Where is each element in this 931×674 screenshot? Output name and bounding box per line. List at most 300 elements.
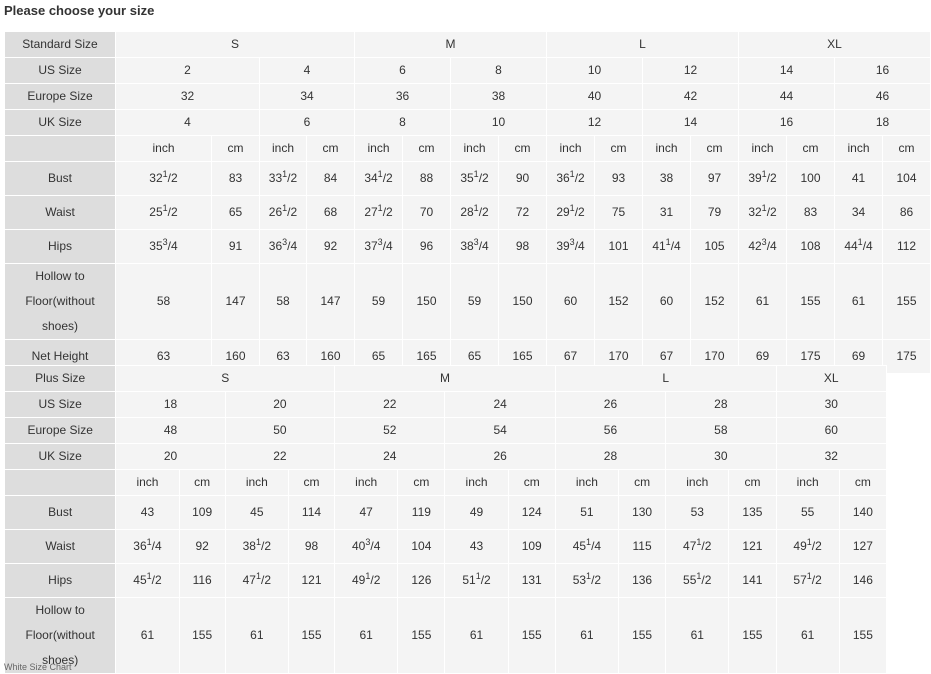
size-group-l: L: [547, 32, 739, 58]
whole-number: 53: [572, 573, 587, 587]
whole-number: 38: [242, 539, 256, 553]
measurement-value: 70: [403, 196, 451, 230]
size-value: 16: [835, 58, 931, 84]
measurement-value: 67: [643, 340, 691, 374]
measurement-value: 92: [307, 230, 355, 264]
measurement-label: Hips: [5, 230, 116, 264]
unit-inch: inch: [643, 136, 691, 162]
whole-number: 36: [268, 239, 283, 253]
fraction-numerator: 1: [761, 169, 767, 179]
measurement-value: [547, 162, 595, 196]
measurement-value: 104: [883, 162, 931, 196]
size-value: 42: [643, 84, 739, 110]
measurement-value: 61: [776, 598, 839, 674]
measurement-value: 170: [595, 340, 643, 374]
row-label: US Size: [5, 58, 116, 84]
measurement-value: 68: [307, 196, 355, 230]
measurement-value: 155: [179, 598, 225, 674]
size-group-xl: XL: [776, 366, 886, 392]
fraction-slash: /: [478, 239, 483, 253]
measurement-value: 155: [398, 598, 445, 674]
fraction-slash: /: [260, 573, 265, 587]
fraction-numerator: 1: [365, 571, 371, 581]
whole-number: 36: [556, 171, 570, 185]
size-value: 6: [260, 110, 355, 136]
fraction-slash: /: [574, 205, 579, 219]
unit-row-label: [5, 470, 116, 496]
measurement-value: [335, 530, 398, 564]
unit-inch: inch: [547, 136, 595, 162]
measurement-value: 55: [776, 496, 839, 530]
measurement-label: Waist: [5, 196, 116, 230]
fraction-denominator: 2: [386, 171, 393, 185]
unit-inch: inch: [225, 470, 288, 496]
measurement-value: [776, 530, 839, 564]
measurement-value: 165: [403, 340, 451, 374]
fraction-slash: /: [862, 239, 867, 253]
size-value: 54: [445, 418, 555, 444]
measurement-value: 115: [619, 530, 666, 564]
measurement-value: 155: [508, 598, 555, 674]
measurement-value: [355, 230, 403, 264]
size-value: 2: [116, 58, 260, 84]
measurement-value: 59: [451, 264, 499, 340]
fraction-denominator: 4: [482, 239, 489, 253]
measurement-value: 84: [307, 162, 355, 196]
unit-cm: cm: [883, 136, 931, 162]
whole-number: 47: [683, 539, 697, 553]
unit-inch: inch: [666, 470, 729, 496]
size-row: [5, 418, 887, 444]
measurement-value: 63: [116, 340, 212, 374]
measurement-label: Net Height: [5, 340, 116, 374]
unit-inch: inch: [260, 136, 307, 162]
fraction-denominator: 4: [594, 539, 602, 553]
size-value: 14: [739, 58, 835, 84]
fraction-denominator: 2: [482, 171, 489, 185]
measurement-value: 58: [260, 264, 307, 340]
whole-number: 47: [242, 573, 256, 587]
measurement-value: 31: [643, 196, 691, 230]
fraction-numerator: 1: [473, 169, 479, 179]
fraction-numerator: 1: [282, 203, 288, 213]
fraction-numerator: 1: [761, 203, 767, 213]
measurement-value: 109: [508, 530, 555, 564]
measurement-value: 75: [595, 196, 643, 230]
size-value: 20: [116, 444, 225, 470]
measurement-value: 45: [225, 496, 288, 530]
fraction-denominator: 2: [386, 205, 393, 219]
unit-cm: cm: [288, 470, 334, 496]
measurement-label: Bust: [5, 162, 116, 196]
measurement-value: 175: [787, 340, 835, 374]
unit-cm: cm: [499, 136, 547, 162]
size-value: 32: [116, 84, 260, 110]
unit-cm: cm: [787, 136, 835, 162]
whole-number: 44: [844, 239, 858, 253]
fraction-numerator: 1: [696, 537, 702, 547]
measurement-value: [355, 196, 403, 230]
whole-number: 45: [133, 573, 147, 587]
size-value: 8: [355, 110, 451, 136]
unit-inch: inch: [355, 136, 403, 162]
measurement-value: [547, 196, 595, 230]
fraction-slash: /: [382, 239, 387, 253]
measurement-value: 61: [445, 598, 508, 674]
measurement-value: 147: [212, 264, 260, 340]
size-row: [5, 392, 887, 418]
measurement-value: [739, 230, 787, 264]
measurement-value: 104: [398, 530, 445, 564]
whole-number: 37: [364, 239, 378, 253]
whole-number: 29: [556, 205, 570, 219]
measurement-value: 131: [508, 564, 555, 598]
fraction-slash: /: [151, 573, 155, 587]
fraction-numerator: 3: [473, 237, 479, 247]
measurement-value: 41: [835, 162, 883, 196]
fraction-slash: /: [370, 573, 374, 587]
row-label: UK Size: [5, 444, 116, 470]
measurement-value: 150: [403, 264, 451, 340]
fraction-slash: /: [167, 171, 172, 185]
measurement-value: 60: [643, 264, 691, 340]
measurement-value: 60: [547, 264, 595, 340]
measurement-row: [5, 162, 931, 196]
measurement-value: [260, 196, 307, 230]
measurement-value: 121: [288, 564, 334, 598]
fraction-numerator: 1: [377, 203, 383, 213]
measurement-value: 116: [179, 564, 225, 598]
fraction-numerator: 3: [365, 537, 371, 547]
measurement-value: [116, 196, 212, 230]
whole-number: 42: [748, 239, 762, 253]
whole-number: 33: [268, 171, 283, 185]
whole-number: 32: [748, 205, 762, 219]
unit-inch: inch: [451, 136, 499, 162]
measurement-value: 38: [643, 162, 691, 196]
fraction-slash: /: [151, 539, 155, 553]
size-value: 60: [776, 418, 886, 444]
size-value: 16: [739, 110, 835, 136]
fraction-numerator: 1: [162, 203, 168, 213]
measurement-value: 53: [666, 496, 729, 530]
whole-number: 36: [133, 539, 147, 553]
size-value: 48: [116, 418, 225, 444]
measurement-value: 34: [835, 196, 883, 230]
measurement-row: [5, 196, 931, 230]
unit-inch: inch: [835, 136, 883, 162]
size-value: 30: [666, 444, 776, 470]
row-label: Europe Size: [5, 418, 116, 444]
fraction-slash: /: [382, 205, 387, 219]
size-value: 10: [451, 110, 547, 136]
fraction-numerator: 1: [162, 169, 168, 179]
unit-inch: inch: [555, 470, 618, 496]
measurement-row: [5, 530, 887, 564]
measurement-value: 63: [260, 340, 307, 374]
measurement-row: [5, 264, 931, 340]
measurement-label: Hollow to Floor(without shoes): [5, 264, 116, 340]
unit-row: [5, 136, 931, 162]
whole-number: 38: [460, 239, 474, 253]
size-value: 22: [335, 392, 445, 418]
size-value: 10: [547, 58, 643, 84]
whole-number: 34: [364, 171, 378, 185]
unit-inch: inch: [335, 470, 398, 496]
fraction-denominator: 2: [171, 205, 178, 219]
measurement-value: 61: [666, 598, 729, 674]
size-value: 4: [260, 58, 355, 84]
unit-cm: cm: [839, 470, 886, 496]
measurement-label: Hips: [5, 564, 116, 598]
measurement-value: [555, 530, 618, 564]
measurement-value: 160: [307, 340, 355, 374]
measurement-value: [666, 564, 729, 598]
size-value: 14: [643, 110, 739, 136]
fraction-numerator: 1: [857, 237, 863, 247]
size-group-xl: XL: [739, 32, 931, 58]
table-header-label: Standard Size: [5, 32, 116, 58]
fraction-slash: /: [478, 171, 483, 185]
fraction-numerator: 1: [377, 169, 383, 179]
whole-number: 40: [351, 539, 366, 553]
fraction-denominator: 4: [171, 239, 178, 253]
fraction-denominator: 2: [704, 573, 712, 587]
row-label: UK Size: [5, 110, 116, 136]
whole-number: 26: [268, 205, 283, 219]
measurement-label: Bust: [5, 496, 116, 530]
measurement-value: [225, 530, 288, 564]
measurement-value: [835, 230, 883, 264]
unit-row-label: [5, 136, 116, 162]
measurement-value: [116, 230, 212, 264]
measurement-value: 136: [619, 564, 666, 598]
measurement-value: 155: [883, 264, 931, 340]
fraction-denominator: 4: [578, 239, 585, 253]
measurement-value: 43: [116, 496, 179, 530]
measurement-value: 51: [555, 496, 618, 530]
measurement-label: Hollow to Floor(without shoes): [5, 598, 116, 674]
measurement-value: 86: [883, 196, 931, 230]
size-value: 8: [451, 58, 547, 84]
measurement-value: [776, 564, 839, 598]
measurement-value: 65: [212, 196, 260, 230]
size-group-m: M: [355, 32, 547, 58]
size-group-s: S: [116, 366, 335, 392]
fraction-numerator: 1: [146, 537, 152, 547]
measurement-row: [5, 230, 931, 264]
fraction-slash: /: [766, 205, 771, 219]
measurement-row: [5, 496, 887, 530]
measurement-value: 98: [288, 530, 334, 564]
size-group-l: L: [555, 366, 776, 392]
fraction-numerator: 1: [569, 169, 575, 179]
fraction-slash: /: [670, 239, 675, 253]
measurement-value: [666, 530, 729, 564]
fraction-denominator: 2: [594, 573, 602, 587]
size-value: 28: [666, 392, 776, 418]
fraction-numerator: 1: [255, 571, 261, 581]
measurement-value: [451, 196, 499, 230]
fraction-denominator: 2: [815, 539, 822, 553]
unit-inch: inch: [116, 136, 212, 162]
size-value: 40: [547, 84, 643, 110]
measurement-value: 130: [619, 496, 666, 530]
measurement-value: 160: [212, 340, 260, 374]
fraction-slash: /: [701, 539, 705, 553]
measurement-value: [739, 162, 787, 196]
whole-number: 45: [572, 539, 587, 553]
measurement-value: [643, 230, 691, 264]
unit-cm: cm: [212, 136, 260, 162]
measurement-value: [445, 564, 508, 598]
whole-number: 28: [460, 205, 474, 219]
fraction-denominator: 4: [154, 539, 162, 553]
measurement-value: 165: [499, 340, 547, 374]
whole-number: 51: [462, 573, 476, 587]
measurement-value: 126: [398, 564, 445, 598]
measurement-value: 155: [288, 598, 334, 674]
size-value: 58: [666, 418, 776, 444]
unit-cm: cm: [508, 470, 555, 496]
measurement-value: 155: [619, 598, 666, 674]
size-value: 44: [739, 84, 835, 110]
measurement-value: 88: [403, 162, 451, 196]
fraction-denominator: 2: [373, 573, 381, 587]
measurement-value: [260, 230, 307, 264]
whole-number: 25: [149, 205, 163, 219]
whole-number: 49: [351, 573, 366, 587]
measurement-value: 100: [787, 162, 835, 196]
unit-inch: inch: [776, 470, 839, 496]
whole-number: 57: [793, 573, 807, 587]
measurement-value: 61: [739, 264, 787, 340]
fraction-numerator: 1: [586, 571, 592, 581]
footer-text: White Size Chart: [4, 662, 72, 672]
size-value: 46: [835, 84, 931, 110]
measurement-row: [5, 598, 887, 674]
size-group-s: S: [116, 32, 355, 58]
size-group-row: [5, 32, 931, 58]
measurement-value: 83: [212, 162, 260, 196]
size-value: 24: [335, 444, 445, 470]
size-value: 18: [116, 392, 225, 418]
measurement-value: 155: [729, 598, 776, 674]
fraction-denominator: 2: [704, 539, 712, 553]
whole-number: 39: [556, 239, 570, 253]
fraction-denominator: 4: [770, 239, 777, 253]
table-header-label: Plus Size: [5, 366, 116, 392]
measurement-value: 119: [398, 496, 445, 530]
unit-cm: cm: [307, 136, 355, 162]
measurement-value: 65: [451, 340, 499, 374]
fraction-numerator: 3: [162, 237, 168, 247]
fraction-slash: /: [287, 205, 291, 219]
measurement-value: [116, 564, 179, 598]
fraction-numerator: 1: [473, 203, 479, 213]
fraction-numerator: 1: [696, 571, 702, 581]
fraction-slash: /: [480, 573, 485, 587]
measurement-value: [260, 162, 307, 196]
measurement-value: 72: [499, 196, 547, 230]
size-row: [5, 444, 887, 470]
fraction-denominator: 2: [482, 205, 489, 219]
fraction-denominator: 2: [264, 573, 272, 587]
size-value: 24: [445, 392, 555, 418]
size-value: 26: [555, 392, 665, 418]
fraction-denominator: 2: [264, 539, 272, 553]
fraction-denominator: 2: [290, 171, 298, 185]
measurement-value: 92: [179, 530, 225, 564]
fraction-numerator: 1: [146, 571, 152, 581]
unit-inch: inch: [739, 136, 787, 162]
unit-cm: cm: [403, 136, 451, 162]
fraction-denominator: 2: [171, 171, 178, 185]
fraction-denominator: 2: [578, 205, 585, 219]
fraction-denominator: 4: [866, 239, 873, 253]
fraction-denominator: 4: [290, 239, 298, 253]
measurement-value: 141: [729, 564, 776, 598]
measurement-value: 112: [883, 230, 931, 264]
fraction-slash: /: [766, 239, 771, 253]
size-value: 20: [225, 392, 334, 418]
fraction-denominator: 4: [373, 539, 381, 553]
fraction-slash: /: [260, 539, 265, 553]
size-value: 34: [260, 84, 355, 110]
fraction-denominator: 2: [815, 573, 822, 587]
measurement-value: 155: [787, 264, 835, 340]
size-value: 52: [335, 418, 445, 444]
size-value: 18: [835, 110, 931, 136]
measurement-value: 65: [355, 340, 403, 374]
size-value: 6: [355, 58, 451, 84]
fraction-numerator: 3: [377, 237, 383, 247]
measurement-value: 58: [116, 264, 212, 340]
fraction-slash: /: [167, 239, 172, 253]
measurement-value: 61: [225, 598, 288, 674]
fraction-slash: /: [766, 171, 771, 185]
measurement-value: [335, 564, 398, 598]
measurement-value: [739, 196, 787, 230]
measurement-value: 96: [403, 230, 451, 264]
fraction-slash: /: [811, 573, 816, 587]
measurement-value: 127: [839, 530, 886, 564]
fraction-numerator: 1: [806, 537, 812, 547]
whole-number: 32: [149, 171, 163, 185]
fraction-numerator: 1: [475, 571, 481, 581]
fraction-denominator: 2: [770, 205, 777, 219]
fraction-slash: /: [574, 239, 579, 253]
measurement-label: Waist: [5, 530, 116, 564]
fraction-denominator: 4: [386, 239, 393, 253]
measurement-value: [555, 564, 618, 598]
plus-size-table: [4, 365, 887, 674]
measurement-value: 152: [691, 264, 739, 340]
fraction-denominator: 2: [578, 171, 585, 185]
page-title: Please choose your size: [4, 3, 155, 18]
row-label: Europe Size: [5, 84, 116, 110]
measurement-value: 97: [691, 162, 739, 196]
fraction-slash: /: [478, 205, 483, 219]
unit-cm: cm: [729, 470, 776, 496]
fraction-slash: /: [811, 539, 816, 553]
measurement-value: [225, 564, 288, 598]
measurement-value: 101: [595, 230, 643, 264]
fraction-denominator: 4: [674, 239, 681, 253]
size-row: [5, 84, 931, 110]
fraction-slash: /: [591, 539, 595, 553]
measurement-value: 152: [595, 264, 643, 340]
